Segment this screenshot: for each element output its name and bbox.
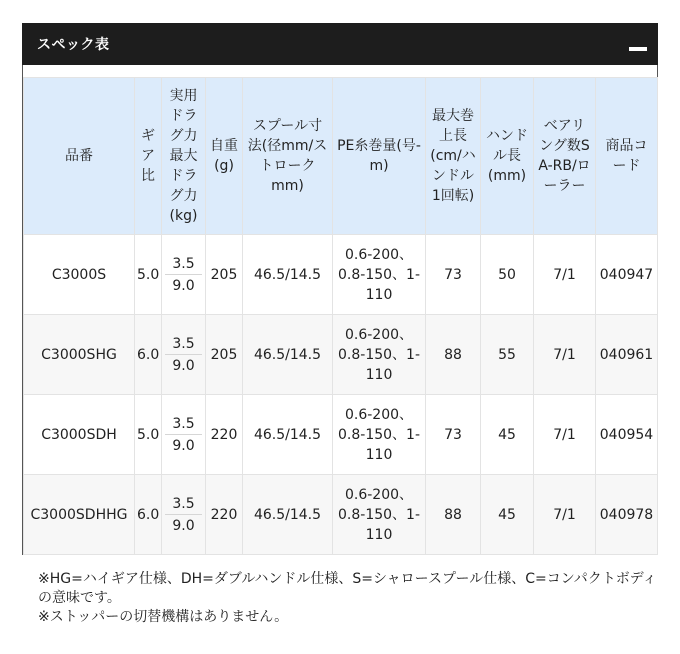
drag-max: 9.0: [172, 437, 195, 454]
cell-bearings: 7/1: [534, 235, 596, 315]
cell-handle: 50: [481, 235, 534, 315]
cell-drag: [162, 475, 206, 555]
cell-bearings: 7/1: [534, 475, 596, 555]
cell-spool: 46.5/14.5: [243, 315, 333, 395]
note-stopper: ※ストッパーの切替機構はありません。: [38, 609, 289, 625]
cell-code: 040947: [596, 235, 658, 315]
cell-model: C3000SDH: [24, 395, 135, 475]
cell-code: 040954: [596, 395, 658, 475]
cell-gear-ratio: 5.0: [135, 395, 162, 475]
drag-practical: 3.5: [165, 254, 202, 275]
cell-spool: 46.5/14.5: [243, 235, 333, 315]
cell-retrieve: 88: [426, 315, 481, 395]
cell-retrieve: 73: [426, 235, 481, 315]
cell-drag: [162, 235, 206, 315]
header-code: 商品コード: [596, 78, 658, 235]
table-row: [24, 315, 658, 395]
spec-panel: [22, 23, 658, 555]
drag-practical: 3.5: [165, 334, 202, 355]
header-handle: ハンドル長(mm): [481, 78, 534, 235]
cell-handle: 45: [481, 475, 534, 555]
cell-bearings: 7/1: [534, 395, 596, 475]
table-header-row: [24, 78, 658, 235]
cell-gear-ratio: 6.0: [135, 315, 162, 395]
cell-handle: 55: [481, 315, 534, 395]
cell-retrieve: 88: [426, 475, 481, 555]
header-pe-capacity: PE糸巻量(号-m): [333, 78, 426, 235]
cell-handle: 45: [481, 395, 534, 475]
cell-model: C3000S: [24, 235, 135, 315]
cell-code: 040978: [596, 475, 658, 555]
cell-weight: 205: [206, 235, 243, 315]
table-row: [24, 475, 658, 555]
cell-weight: 220: [206, 395, 243, 475]
cell-pe-capacity: 0.6-200、0.8-150、1-110: [333, 395, 426, 475]
table-row: [24, 235, 658, 315]
cell-pe-capacity: 0.6-200、0.8-150、1-110: [333, 475, 426, 555]
cell-model: C3000SHG: [24, 315, 135, 395]
drag-practical: 3.5: [165, 414, 202, 435]
drag-practical: 3.5: [165, 494, 202, 515]
table-row: [24, 395, 658, 475]
notes: [38, 570, 663, 627]
drag-max: 9.0: [172, 517, 195, 534]
note-abbreviations: ※HG=ハイギア仕様、DH=ダブルハンドル仕様、S=シャロースプール仕様、C=コンパクトボディの意味です。: [38, 571, 657, 606]
header-bearings: ベアリング数S A-RB/ローラー: [534, 78, 596, 235]
drag-max: 9.0: [172, 277, 195, 294]
cell-gear-ratio: 5.0: [135, 235, 162, 315]
header-model: 品番: [24, 78, 135, 235]
header-retrieve: 最大巻上長(cm/ハンドル1回転): [426, 78, 481, 235]
cell-spool: 46.5/14.5: [243, 475, 333, 555]
cell-bearings: 7/1: [534, 315, 596, 395]
spec-table: [23, 77, 658, 555]
cell-weight: 205: [206, 315, 243, 395]
drag-max: 9.0: [172, 357, 195, 374]
header-gear-ratio: ギア比: [135, 78, 162, 235]
cell-code: 040961: [596, 315, 658, 395]
cell-pe-capacity: 0.6-200、0.8-150、1-110: [333, 315, 426, 395]
cell-drag: [162, 315, 206, 395]
cell-pe-capacity: 0.6-200、0.8-150、1-110: [333, 235, 426, 315]
header-spool: スプール寸法(径mm/ストロークmm): [243, 78, 333, 235]
cell-gear-ratio: 6.0: [135, 475, 162, 555]
spec-table-wrapper: [22, 65, 658, 555]
collapse-icon[interactable]: [628, 36, 648, 56]
cell-weight: 220: [206, 475, 243, 555]
panel-header[interactable]: [22, 23, 658, 65]
cell-model: C3000SDHHG: [24, 475, 135, 555]
panel-title: スペック表: [37, 37, 110, 53]
cell-retrieve: 73: [426, 395, 481, 475]
header-weight: 自重(g): [206, 78, 243, 235]
cell-spool: 46.5/14.5: [243, 395, 333, 475]
cell-drag: [162, 395, 206, 475]
header-drag: 実用ドラグ力最大ドラグ力(kg): [162, 78, 206, 235]
